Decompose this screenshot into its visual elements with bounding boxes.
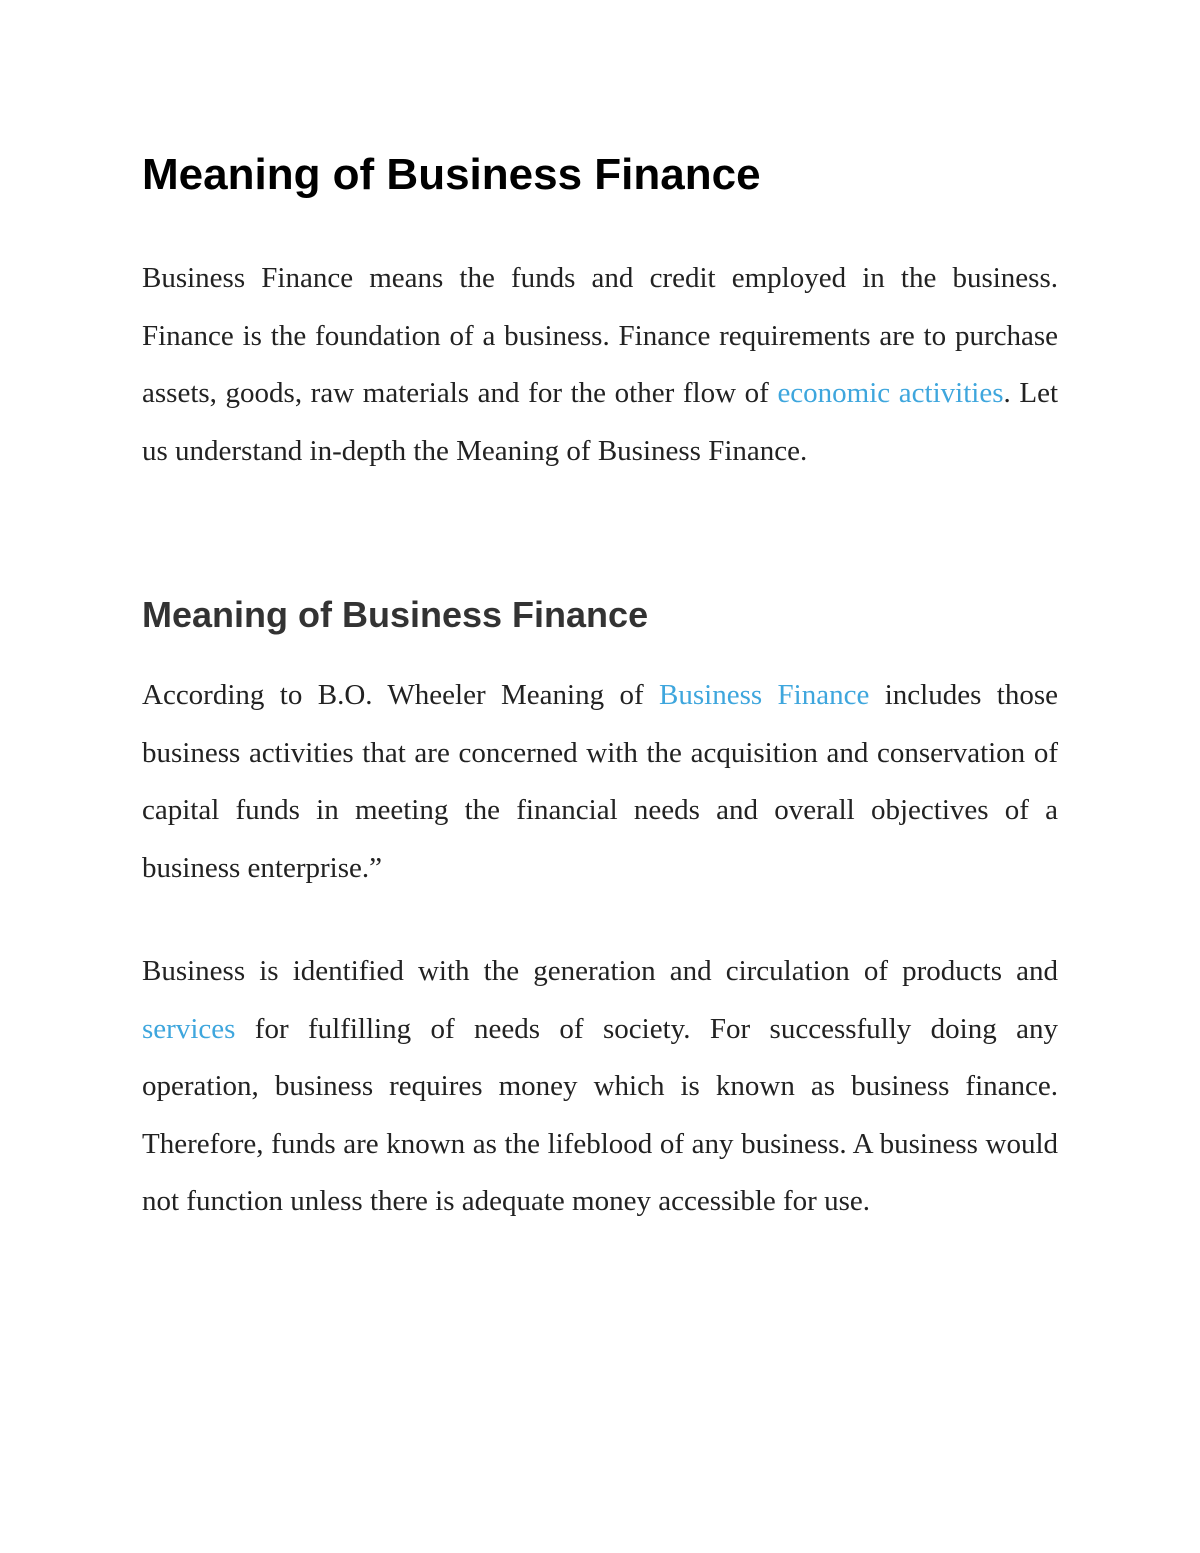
explanation-text-start: Business is identified with the generation and circulation of products and bbox=[142, 955, 1058, 987]
page-title: Meaning of Business Finance bbox=[142, 150, 761, 199]
definition-text-end: includes those business activities that are concerned with the acquisition and conservation of capital funds in meeting the financial needs and overall objectives of a business enterprise.” bbox=[142, 679, 1059, 884]
explanation-paragraph bbox=[142, 943, 1058, 1231]
intro-text-start: Business Finance means the funds and credit employed in the business. Finance is the foundation of a business. Finance requirements are to purchase assets, goods, raw materials and for the other flow of bbox=[142, 262, 1058, 409]
explanation-text-end: for fulfilling of needs of society. For successfully doing any operation, business requires money which is known as business finance. Therefore, funds are known as the lifeblood of any business. A business would not function unless there is adequate money accessible for use. bbox=[142, 1012, 1058, 1217]
definition-text-start: According to B.O. Wheeler Meaning of bbox=[142, 679, 660, 711]
services-link[interactable]: services bbox=[142, 1012, 236, 1045]
definition-paragraph bbox=[142, 667, 1058, 897]
intro-paragraph bbox=[142, 250, 1058, 480]
business-finance-link[interactable]: Business Finance bbox=[659, 679, 870, 711]
economic-activities-link[interactable]: economic activities bbox=[777, 377, 1004, 409]
intro-text-end: . Let us understand in-depth the Meaning of Business Finance. bbox=[142, 377, 1058, 467]
section-heading: Meaning of Business Finance bbox=[142, 594, 649, 635]
